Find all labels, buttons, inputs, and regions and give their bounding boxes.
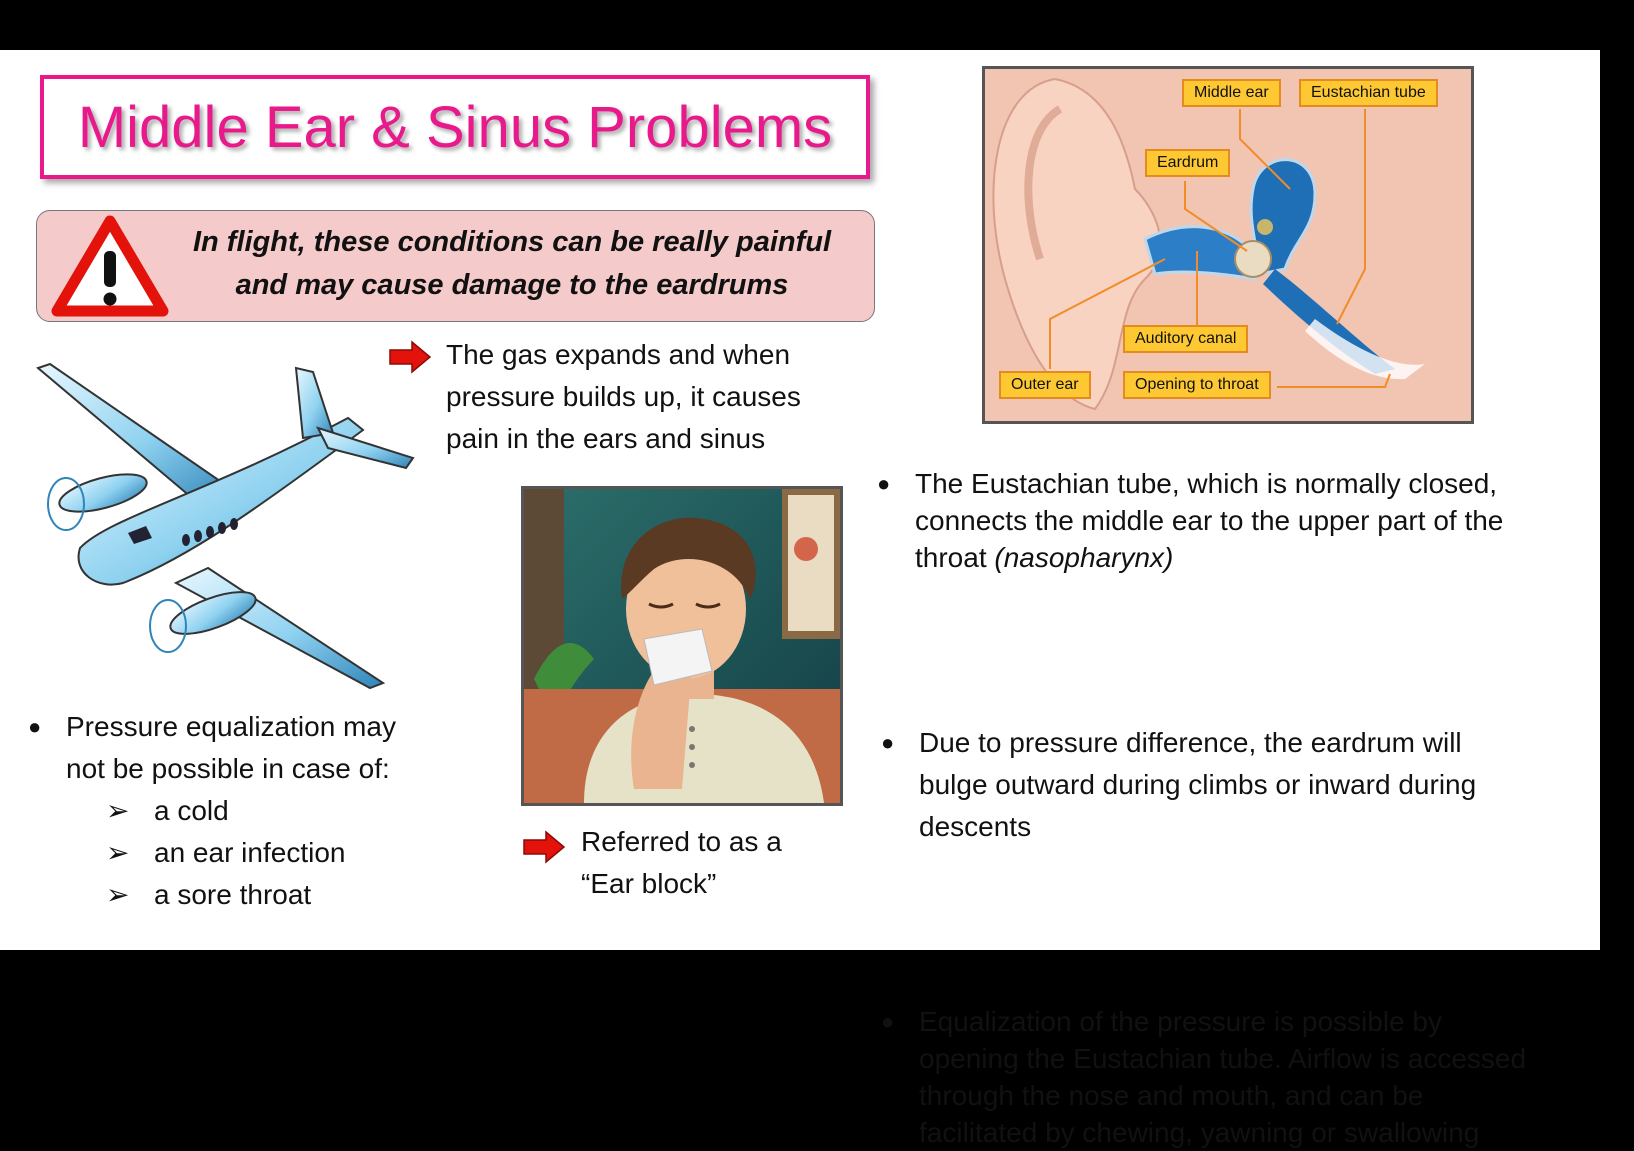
warning-text — [162, 221, 862, 307]
title-box — [40, 75, 870, 179]
fact-equalization-line-4: facilitated by chewing, yawning or swallowing — [919, 1117, 1480, 1148]
fact-equalization — [881, 1003, 1634, 1151]
page-title: Middle Ear & Sinus Problems — [77, 94, 833, 160]
condition-item: ➢ a sore throat — [106, 874, 488, 916]
condition-item: ➢ an ear infection — [106, 832, 488, 874]
fact-pressure-line-2: bulge outward during climbs or inward during — [919, 769, 1477, 800]
pressure-equalization-bullet — [28, 706, 488, 790]
ear-anatomy-diagram — [982, 66, 1474, 424]
fact-equalization-line-2: opening the Eustachian tube. Airflow is accessed — [919, 1043, 1527, 1074]
diagram-label-eustachian-tube: Eustachian tube — [1299, 79, 1438, 107]
ear-block-line-2: “Ear block” — [581, 868, 717, 899]
ear-block-line-1: Referred to as a — [581, 826, 782, 857]
arrow-bullet-icon: ➢ — [106, 837, 130, 868]
diagram-label-eardrum: Eardrum — [1145, 149, 1230, 177]
arrow-bullet-icon: ➢ — [106, 879, 130, 910]
pressure-equalization-line-2: not be possible in case of: — [66, 753, 390, 784]
fact-pressure-line-1: ● Due to pressure difference, the eardrum will — [919, 727, 1462, 758]
condition-list — [106, 790, 488, 916]
warning-triangle-icon — [51, 215, 169, 315]
warning-banner — [36, 210, 875, 322]
fact-pressure-line-3: descents — [919, 811, 1032, 842]
gas-expansion-text — [446, 334, 866, 460]
nasopharynx-term: (nasopharynx) — [994, 542, 1174, 573]
fact-equalization-line-3: through the nose and mouth, and can be — [919, 1080, 1424, 1111]
pressure-equalization-block — [28, 706, 488, 916]
airplane-illustration — [28, 358, 428, 698]
gas-expansion-line-3: pain in the ears and sinus — [446, 423, 766, 454]
diagram-label-middle-ear: Middle ear — [1182, 79, 1281, 107]
fact-equalization-line-1: ● Equalization of the pressure is possible by — [919, 1006, 1442, 1037]
person-illustration — [521, 486, 843, 806]
diagram-label-auditory-canal: Auditory canal — [1123, 325, 1248, 353]
gas-expansion-line-2: pressure builds up, it causes — [446, 381, 801, 412]
fact-eustachian-line-2: connects the middle ear to the upper part of the — [915, 505, 1504, 536]
red-arrow-icon — [388, 340, 432, 374]
warning-line-2: and may cause damage to the eardrums — [235, 269, 789, 301]
gas-expansion-line-1: The gas expands and when — [446, 339, 791, 370]
fact-eustachian-line-1: ● The Eustachian tube, which is normally closed, — [915, 468, 1498, 499]
fact-eustachian-tube — [877, 465, 1625, 576]
fact-eustachian-line-3: throat (nasopharynx) — [915, 542, 1174, 573]
warning-line-1: In flight, these conditions can be really painful — [192, 226, 832, 258]
red-arrow-icon — [522, 830, 566, 864]
diagram-label-opening-to-throat: Opening to throat — [1123, 371, 1271, 399]
fact-pressure-difference — [881, 722, 1619, 848]
diagram-label-outer-ear: Outer ear — [999, 371, 1091, 399]
arrow-bullet-icon: ➢ — [106, 795, 130, 826]
ear-block-text — [581, 821, 881, 905]
pressure-equalization-line-1: ● Pressure equalization may — [66, 711, 396, 742]
slide — [0, 50, 1600, 1148]
condition-item: ➢ a cold — [106, 790, 488, 832]
